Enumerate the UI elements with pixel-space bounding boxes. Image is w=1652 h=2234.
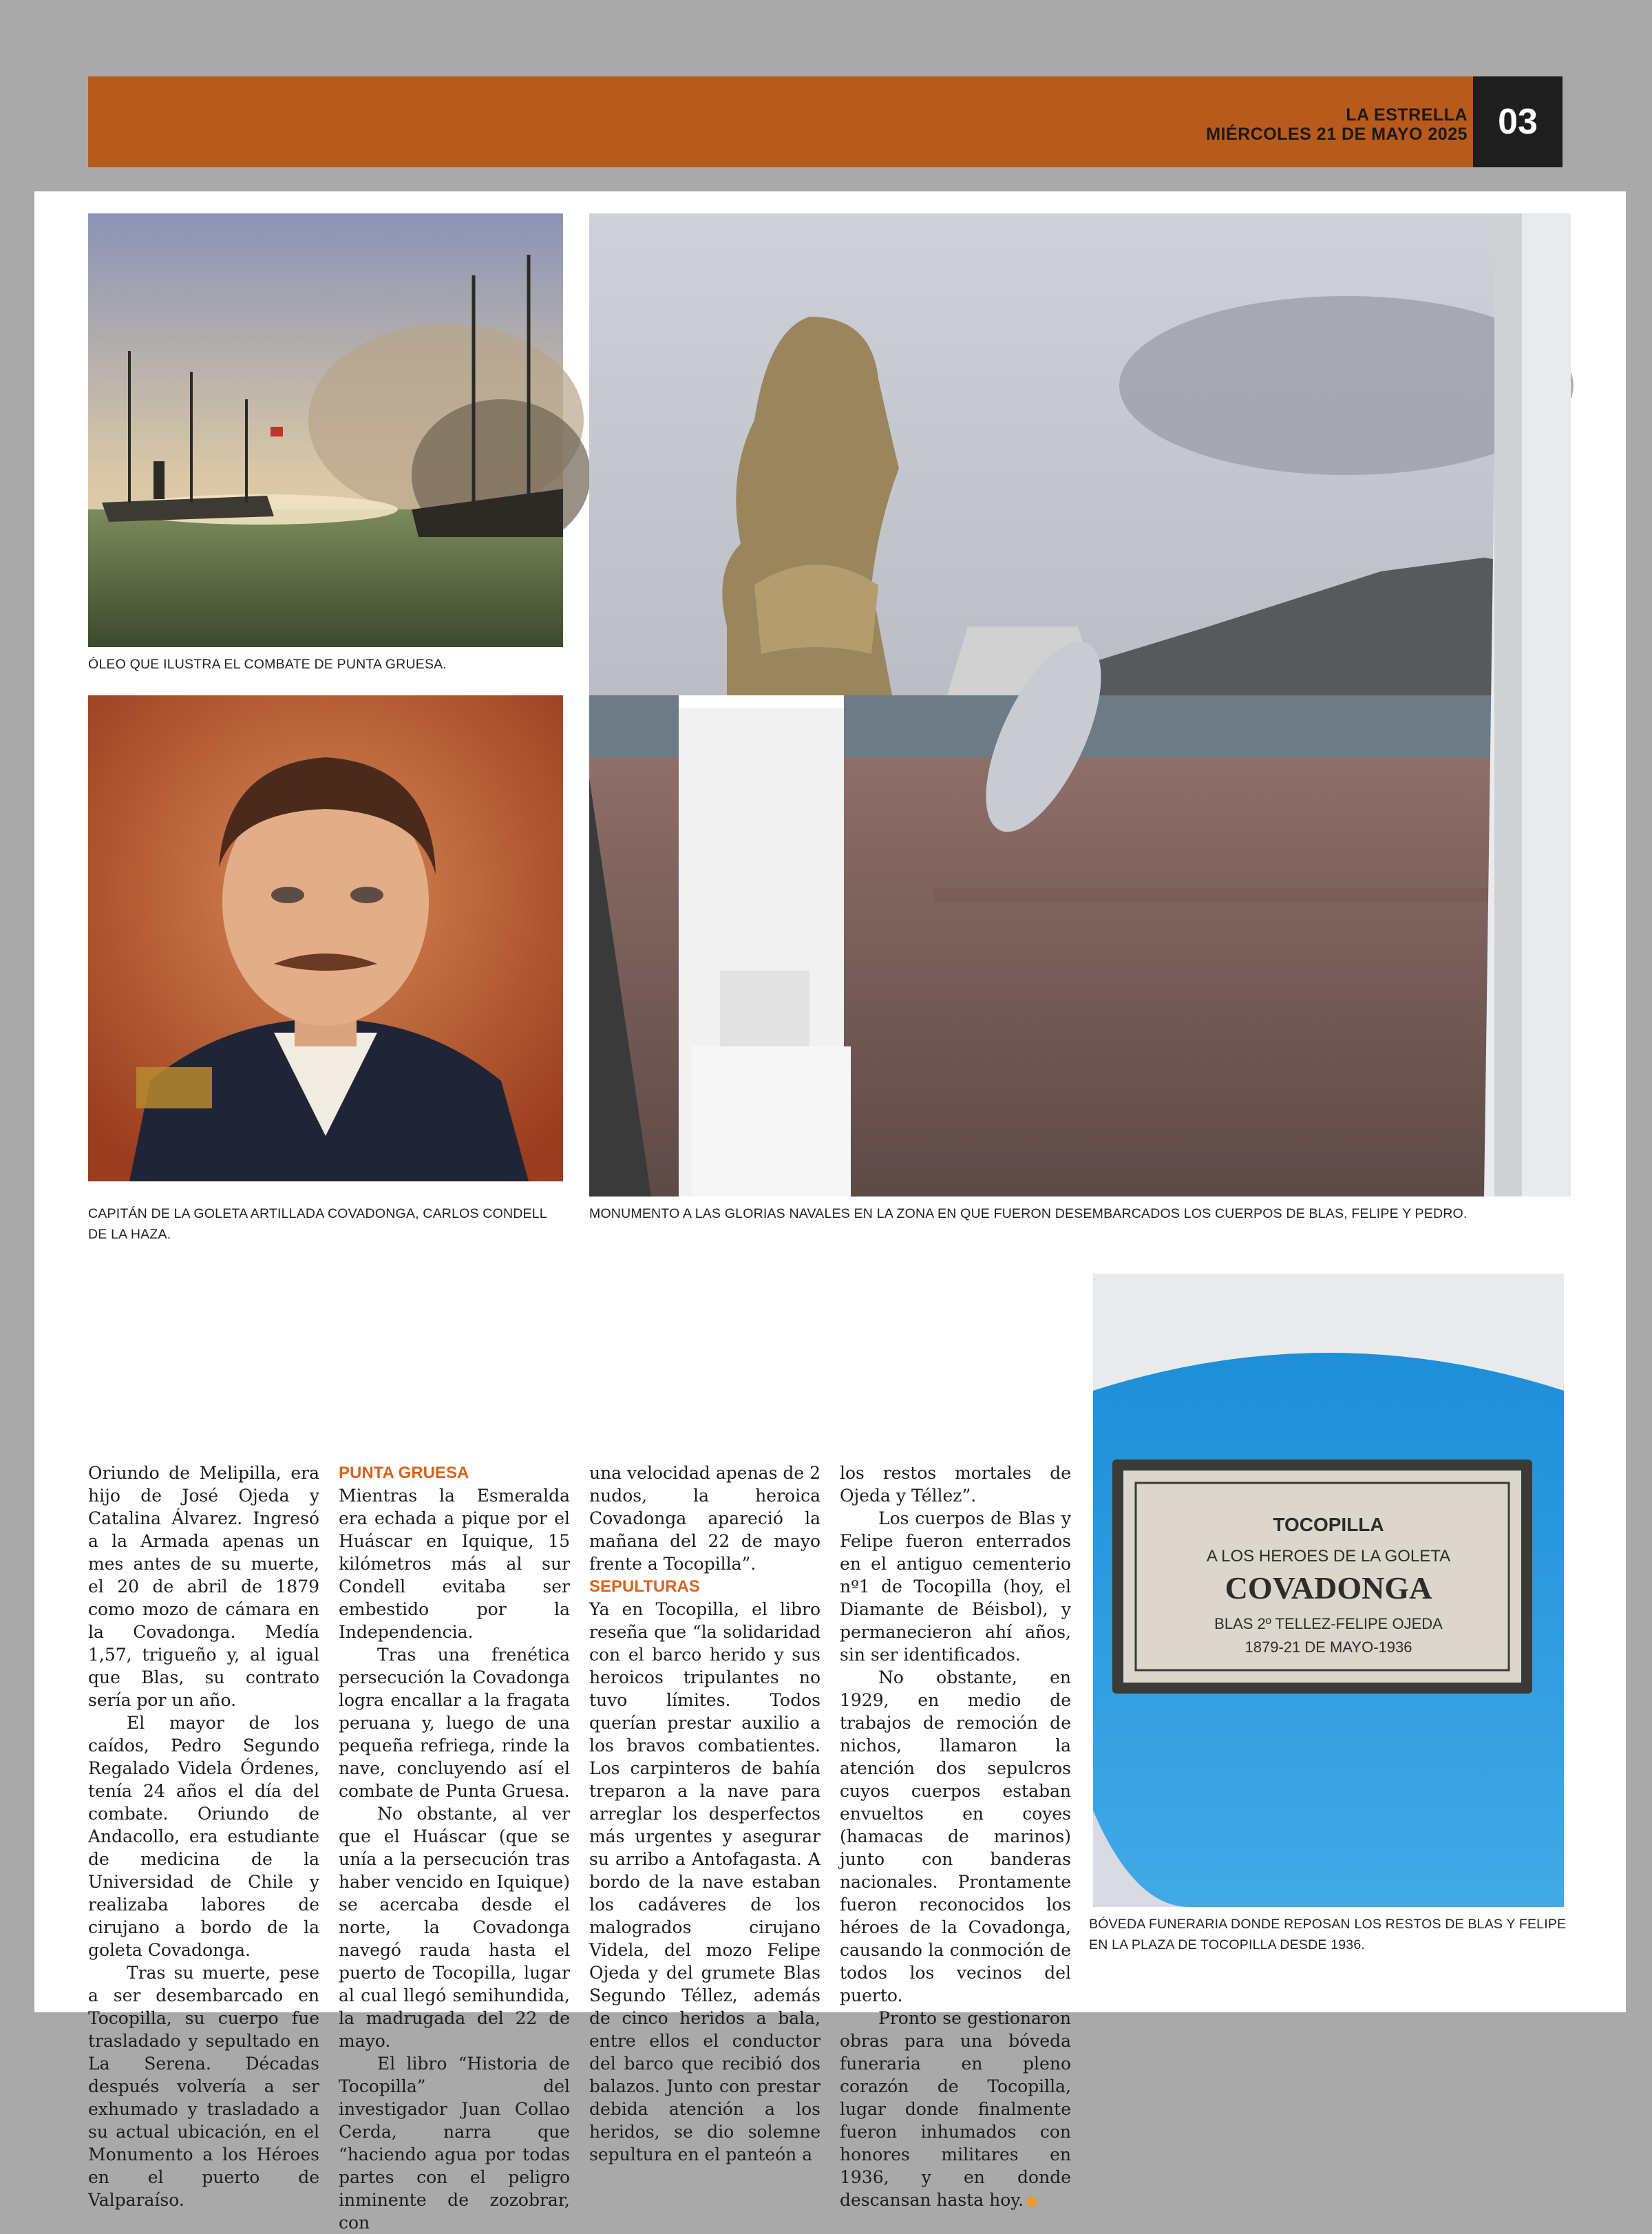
issue-date: MIÉRCOLES 21 DE MAYO 2025 [1206, 125, 1468, 144]
plaque-line-3: COVADONGA [1225, 1570, 1432, 1605]
paragraph: El mayor de los caídos, Pedro Segundo Regalado Videla Órdenes, tenía 24 años el día del combate. Oriundo de Andacollo, era estudiante de medicina de la Universidad de Chile y realizaba labores de cirujano a bordo de la goleta Covadonga. [88, 1713, 319, 1960]
plaque-line-2: A LOS HEROES DE LA GOLETA [1206, 1547, 1451, 1566]
plaque-line-5: 1879-21 DE MAYO-1936 [1245, 1638, 1412, 1656]
battle-painting-caption: ÓLEO QUE ILUSTRA EL COMBATE DE PUNTA GRUESA. [88, 657, 447, 672]
page-header [88, 76, 1563, 167]
paragraph: Mientras la Esmeralda era echada a pique por el Huáscar en Iquique, 15 kilómetros más al sur Condell evitaba ser embestido por la Independencia. [339, 1486, 570, 1642]
paragraph: No obstante, al ver que el Huáscar (que se unía a la persecución tras haber vencido en Iquique) se acercaba desde el norte, la Covadonga navegó rauda hasta el puerto de Tocopilla, lugar al cual llegó semihundida, la madrugada del 22 de mayo. [339, 1804, 570, 2051]
article-column-3 [589, 1462, 821, 2164]
paragraph [840, 2007, 1071, 2211]
paragraph-text: Pronto se gestionaron obras para una bóveda funeraria en pleno corazón de Tocopilla, lugar donde finalmente fueron inhumados con honores militares en 1936, y en donde descansan hasta hoy. [840, 2008, 1071, 2210]
paragraph: Ya en Tocopilla, el libro reseña que “la solidaridad con el barco herido y sus heroicos tripulantes no tuvo límites. Todos querían prestar auxilio a los bravos combatientes. Los carpinteros de bahía treparon a la nave para arreglar los desperfectos más urgentes y asegurar su arribo a Antofagasta. A bordo de la nave estaban los cadáveres de los malogrados cirujano Videla, del mozo Felipe Ojeda y del grumete Blas Segundo Téllez, además de cinco heridos a bala, entre ellos el conductor del barco que recibió dos balazos. Junto con prestar debida atención a los heridos, se dio solemne sepultura en el panteón a [589, 1599, 820, 2164]
subheading-sepulturas: SEPULTURAS [589, 1577, 700, 1596]
paragraph: Tras una frenética persecución la Covadonga logra encallar a la fragata peruana y, luego de una pequeña refriega, rinde la nave, concluyendo así el combate de Punta Gruesa. [339, 1645, 570, 1801]
article-column-4 [840, 1462, 1071, 2210]
battle-painting-image [88, 213, 563, 647]
paragraph: El libro “Historia de Tocopilla” del investigador Juan Collao Cerda, narra que “haciendo agua por todas partes con el peligro inminente de zozobrar, con [339, 2054, 570, 2233]
newspaper-name: LA ESTRELLA [1346, 105, 1468, 125]
monument-photo [589, 213, 1571, 1197]
end-of-article-icon [1026, 2196, 1037, 2207]
paragraph: Los cuerpos de Blas y Felipe fueron enterrados en el antiguo cementerio nº1 de Tocopilla (hoy, el Diamante de Béisbol), y permanecieron ahí años, sin ser identificados. [840, 1508, 1071, 1665]
page-number: 03 [1473, 76, 1563, 167]
paragraph: No obstante, en 1929, en medio de trabajos de remoción de nichos, llamaron la atención dos sepulcros cuyos cuerpos estaban envueltos en coyes (hamacas de marinos) junto con banderas nacionales. Prontamente fueron reconocidos los héroes de la Covadonga, causando la conmoción de todos los vecinos del puerto. [840, 1667, 1071, 2005]
paragraph: los restos mortales de Ojeda y Téllez”. [840, 1463, 1071, 1506]
plaque-line-1: TOCOPILLA [1273, 1514, 1384, 1535]
article-column-2 [339, 1462, 570, 2233]
funerary-vault-photo [1093, 1274, 1564, 1907]
masthead [1206, 105, 1468, 144]
subheading-punta-gruesa: PUNTA GRUESA [339, 1464, 469, 1482]
condell-portrait-image [88, 695, 563, 1181]
funerary-vault-caption: BÓVEDA FUNERARIA DONDE REPOSAN LOS RESTOS DE BLAS Y FELIPE EN LA PLAZA DE TOCOPILLA DESDE 1936. [1089, 1917, 1567, 1952]
paragraph: Tras su muerte, pese a ser desembarcado en Tocopilla, su cuerpo fue trasladado y sepultado en La Serena. Décadas después volvería a ser exhumado y trasladado a su actual ubicación, en el Monumento a los Héroes en el puerto de Valparaíso. [88, 1963, 319, 2210]
page-sheet [34, 191, 1626, 2233]
article-column-1 [88, 1462, 319, 2210]
paragraph: Oriundo de Melipilla, era hijo de José Ojeda y Catalina Álvarez. Ingresó a la Armada apenas un mes antes de su muerte, el 20 de abril de 1879 como mozo de cámara en la Covadonga. Medía 1,57, trigueño y, al igual que Blas, su contrato sería por un año. [88, 1463, 319, 1710]
monument-photo-caption: MONUMENTO A LAS GLORIAS NAVALES EN LA ZONA EN QUE FUERON DESEMBARCADOS LOS CUERPOS DE BLAS, FELIPE Y PEDRO. [589, 1206, 1468, 1221]
condell-portrait-caption: CAPITÁN DE LA GOLETA ARTILLADA COVADONGA, CARLOS CONDELL DE LA HAZA. [88, 1206, 547, 1242]
plaque-line-4: BLAS 2º TELLEZ-FELIPE OJEDA [1214, 1615, 1443, 1632]
paragraph: una velocidad apenas de 2 nudos, la heroica Covadonga apareció la mañana del 22 de mayo frente a Tocopilla”. [589, 1463, 821, 1574]
